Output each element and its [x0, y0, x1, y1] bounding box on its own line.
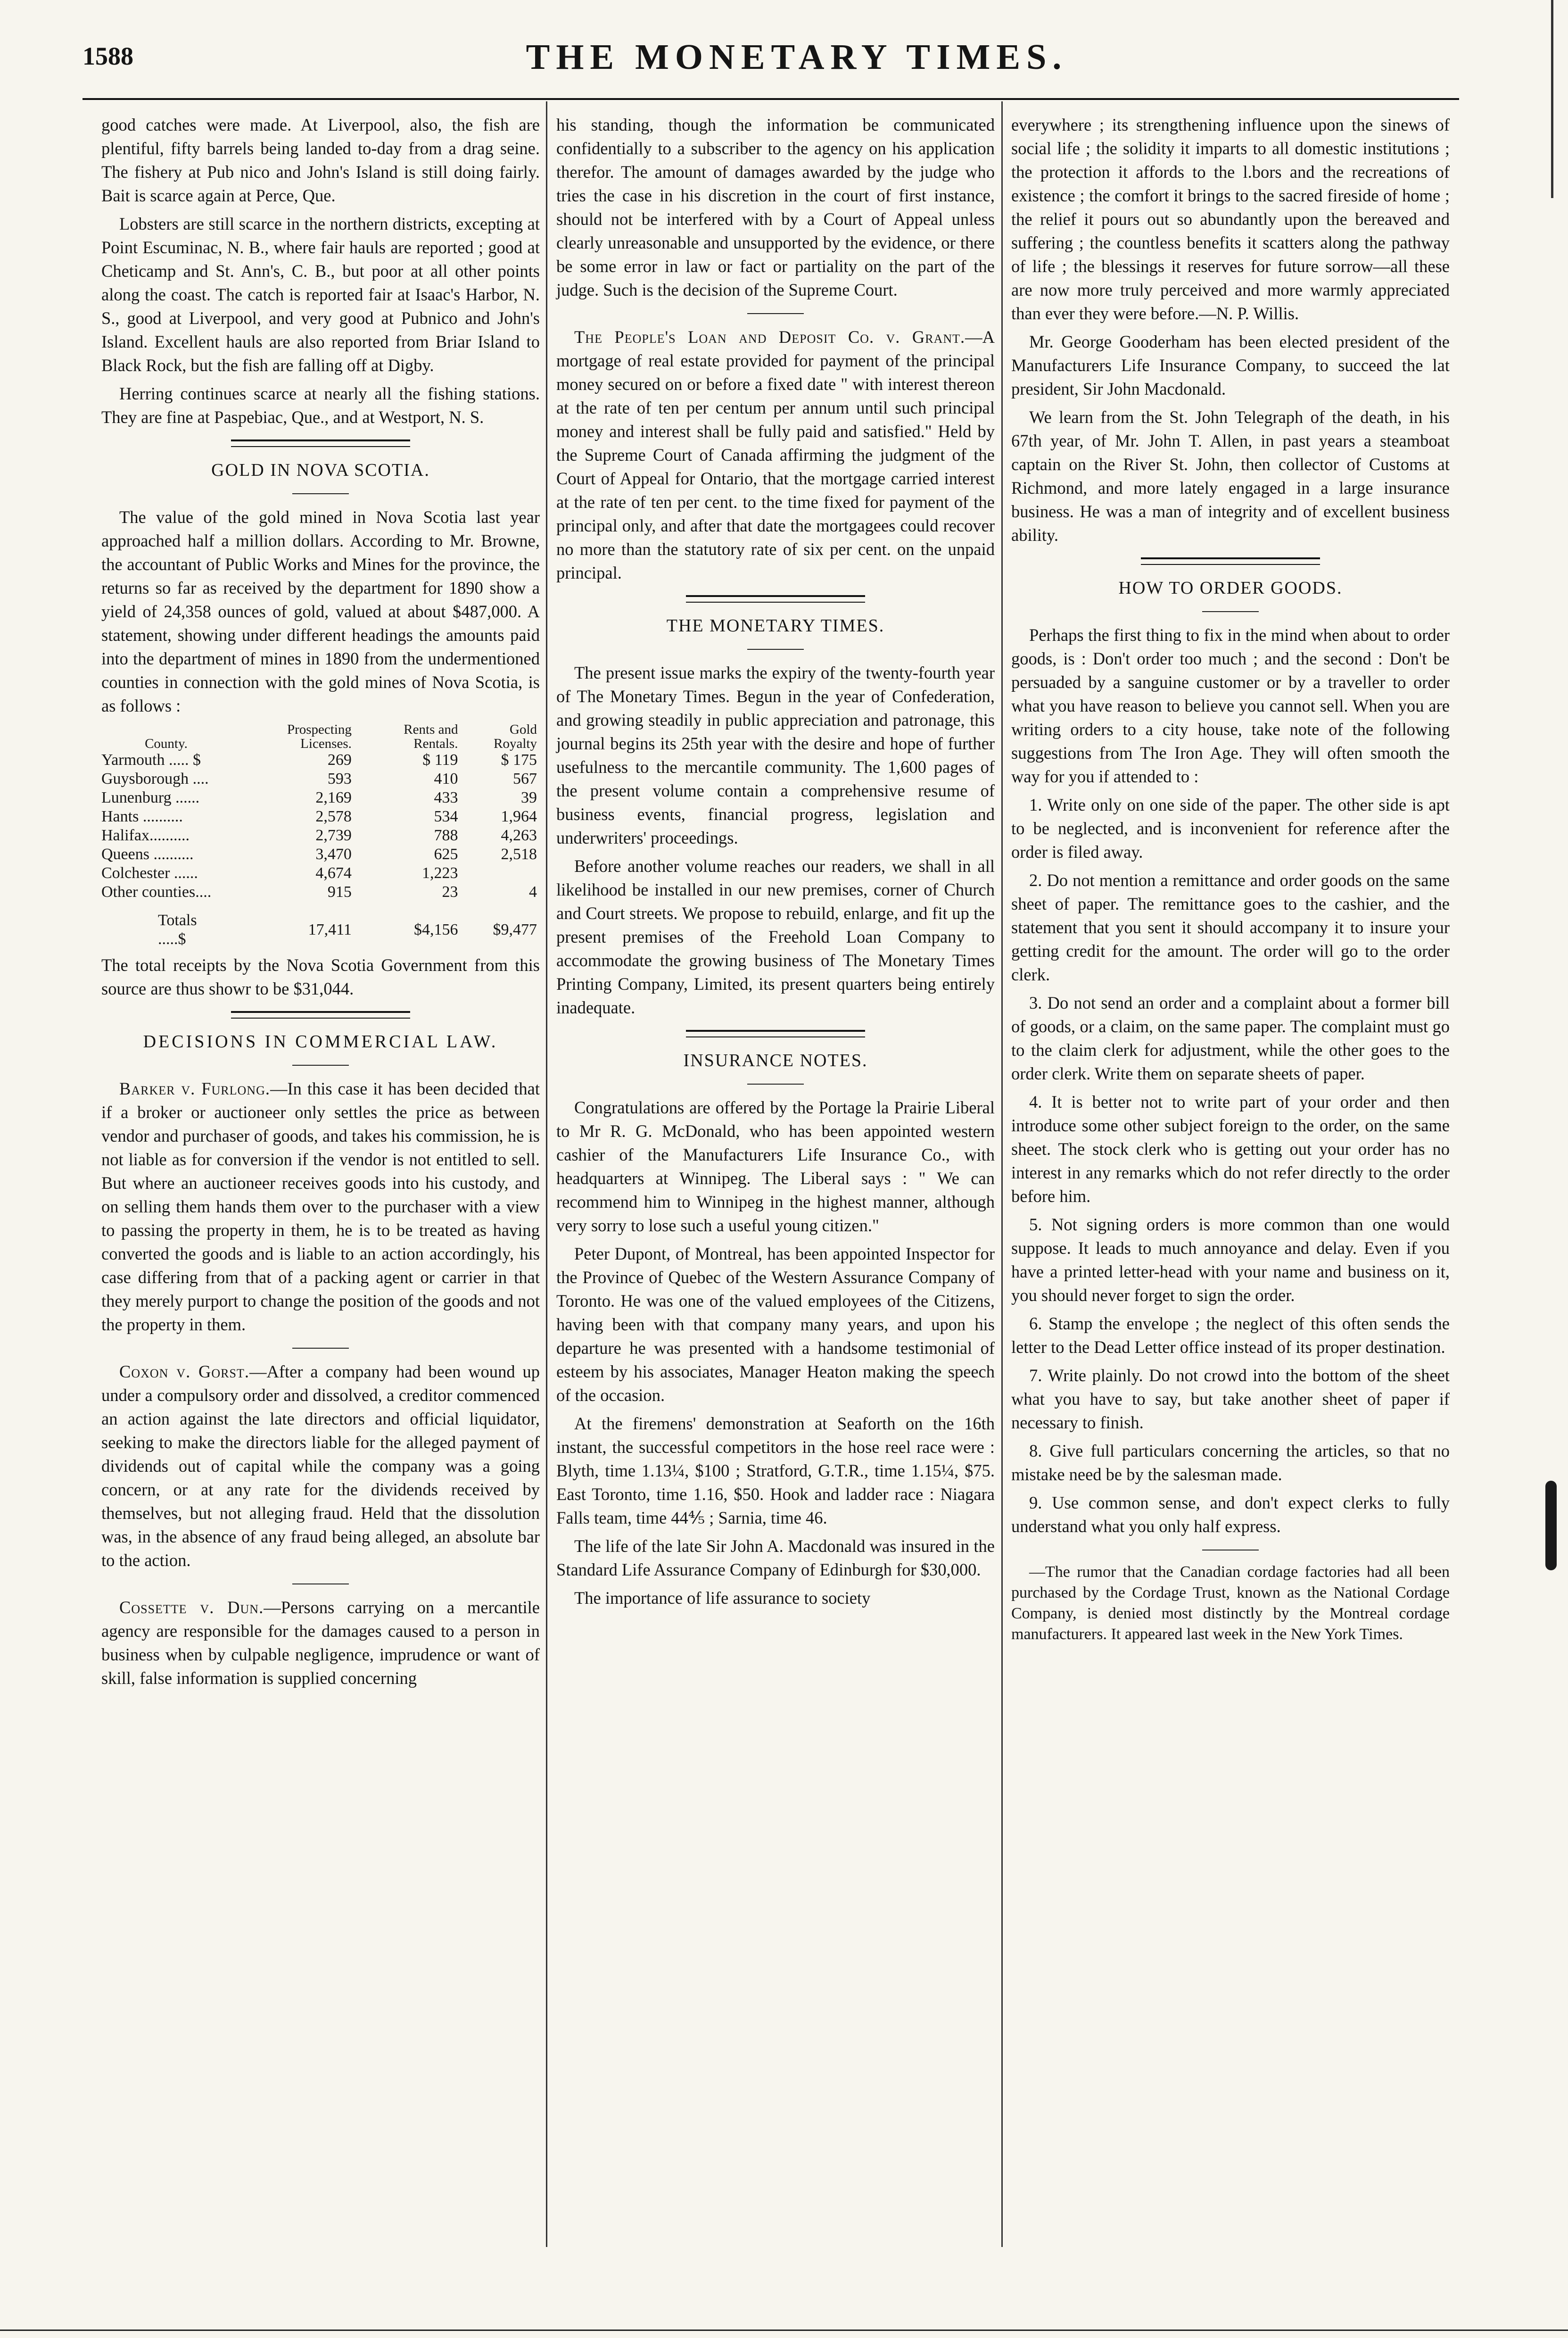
- rule-item: 7. Write plainly. Do not crowd into the bottom of the sheet what you have to say, but take another sheet of paper if necessary to finish.: [1011, 1366, 1450, 1432]
- table-cell: Lunenburg ......: [101, 789, 200, 806]
- section-rule: [231, 439, 410, 447]
- short-rule: [747, 1084, 804, 1085]
- column-divider: [546, 101, 547, 2247]
- article-paragraph: The present issue marks the expiry of the twenty-fourth year of The Monetary Times. Begun in the year of Confederation, and growing steadily in public appreciation and patronage, this journal begins its 25th year with the desire and hope of further usefulness to the mercantile community. The 1,600 pages of the present volume contain a comprehensive resume of business events, financial progress, legislation and underwriters' proceedings.: [556, 663, 995, 847]
- table-cell: 2,739: [315, 827, 352, 844]
- case-text: —In this case it has been decided that if a broker or auctioneer only settles the price as between vendor and purchaser of goods, and takes his commission, he is not liable as for conversion if the vendor is not entitled to sell. But where an auctioneer receives goods into his custody, and on selling them hands them over to the purchaser with a view to passing the property in them, he is to be treated as having converted the goods and is liable to an action accordingly, his case differing from that of a packing agent or carrier in that they merely purport to change the position of the goods and not the property in them.: [101, 1079, 540, 1334]
- table-cell: 593: [327, 770, 352, 788]
- table-total-row: [101, 902, 540, 949]
- table-cell: 39: [521, 789, 537, 806]
- table-cell: Colchester ......: [101, 864, 198, 882]
- table-cell: Guysborough ....: [101, 770, 209, 788]
- table-cell: Totals .....$: [158, 912, 197, 948]
- column-divider: [1001, 101, 1003, 2247]
- table-cell: Halifax..........: [101, 827, 190, 844]
- table-cell: 269: [327, 751, 352, 769]
- header-rule: [83, 98, 1459, 100]
- table-cell: 625: [434, 846, 458, 863]
- article-paragraph: The total receipts by the Nova Scotia Government from this source are thus showr to be $31,044.: [101, 955, 540, 998]
- case-title: Cossette v. Dun.: [119, 1598, 264, 1617]
- section-heading: INSURANCE NOTES.: [683, 1051, 868, 1070]
- table-header: County.: [145, 736, 188, 751]
- table-cell: 433: [434, 789, 458, 806]
- table-cell: 23: [442, 883, 458, 901]
- case-text: —After a company had been wound up under a compulsory order and dissolved, a creditor commenced an action against the late directors and official liquidator, seeking to make the directors liable for the alleged payment of dividends out of capital while the company was a going concern, or at any rate for the dividends received by themselves, but not alleging fraud. Held that the dissolution was, in the absence of any fraud being alleged, an absolute bar to the action.: [101, 1362, 540, 1570]
- table-cell: [461, 864, 540, 883]
- table-cell: $ 119: [422, 751, 458, 769]
- section-heading: THE MONETARY TIMES.: [666, 616, 885, 636]
- table-row: [101, 751, 540, 770]
- article-paragraph: Peter Dupont, of Montreal, has been appointed Inspector for the Province of Quebec of the Western Assurance Company of Toronto. He was one of the valued employees of the Citizens, having been with that company many years, and upon his departure he was presented with a handsome testimonial of esteem by his associates, Manager Heaton making the speech of the occasion.: [556, 1244, 995, 1405]
- table-cell: 534: [434, 808, 458, 825]
- rule-item: 3. Do not send an order and a complaint about a former bill of goods, or a claim, on the same paper. The complaint must go to the claim clerk for adjustment, while the other goes to the order clerk. Write them on separate sheets of paper.: [1011, 993, 1450, 1083]
- short-rule: [1202, 611, 1259, 612]
- column-1: [101, 113, 540, 1695]
- article-paragraph: Perhaps the first thing to fix in the mind when about to order goods, is : Don't order too much ; and the second : Don't be persuaded by a sanguine customer or by a traveller to order what you have reason to believe you cannot sell. When you are writing orders to a city house, take note of the following suggestions from The Iron Age. They will often smooth the way for you if attended to :: [1011, 625, 1450, 786]
- article-paragraph: At the firemens' demonstration at Seaforth on the 16th instant, the successful competitors in the hose reel race were : Blyth, time 1.13¼, $100 ; Stratford, G.T.R., time 1.15¼, $75. East Toronto, time 1.16, $50. Hook and ladder race : Niagara Falls team, time 44⅘ ; Sarnia, time 46.: [556, 1414, 995, 1527]
- article-paragraph: Congratulations are offered by the Portage la Prairie Liberal to Mr R. G. McDonald, who has been appointed western cashier of the Manufacturers Life Insurance Co., with headquarters at Winnipeg. The Liberal says : " We can recommend him to Winnipeg in the highest manner, although very sorry to lose such a useful young citizen.": [556, 1098, 995, 1235]
- table-cell: Yarmouth ..... $: [101, 751, 201, 769]
- article-paragraph: Before another volume reaches our readers, we shall in all likelihood be installed in our new premises, corner of Church and Court streets. We propose to rebuild, enlarge, and fit up the present premises of the Freehold Loan Company to accommodate the growing business of The Monetary Times Printing Company, Limited, its present quarters being entirely inadequate.: [556, 856, 995, 1017]
- short-rule: [292, 1348, 349, 1349]
- table-cell: 2,518: [501, 846, 537, 863]
- section-rule: [1141, 557, 1320, 565]
- table-cell: 410: [434, 770, 458, 788]
- rule-item: 5. Not signing orders is more common than one would suppose. It leads to much annoyance and delay. Even if you have a printed letter-head with your name and business on it, you should never forget to sign the order.: [1011, 1215, 1450, 1305]
- article-paragraph: good catches were made. At Liverpool, also, the fish are plentiful, fifty barrels being landed to-day from a drag seine. The fishery at Pub nico and John's Island is still doing fairly. Bait is scarce again at Perce, Que.: [101, 115, 540, 205]
- article-paragraph: Herring continues scarce at nearly all the fishing stations. They are fine at Paspebiac, Que., and at Westport, N. S.: [101, 384, 540, 427]
- case-text: —A mortgage of real estate provided for payment of the principal money secured on or before a fixed date " with interest thereon at the rate of ten per centum per annum until such principal money and interest shall be fully paid and satisfied." Held by the Supreme Court of Canada affirming the judgment of the Court of Appeal for Ontario, that the mortgage carried interest at the rate of ten per cent. to the time fixed for payment of the principal only, and after that date the mortgagees could recover no more than the statutory rate of six per cent. on the unpaid principal.: [556, 327, 995, 582]
- table-row: [101, 864, 540, 883]
- table-header: Gold Royalty: [494, 722, 537, 751]
- table-header: Prospecting Licenses.: [287, 722, 352, 751]
- case-paragraph: [101, 1596, 540, 1690]
- table-cell: Hants ..........: [101, 808, 183, 825]
- table-cell: 4: [529, 883, 537, 901]
- table-cell: $ 175: [501, 751, 537, 769]
- column-2: [556, 113, 995, 1615]
- table-row: [101, 788, 540, 807]
- table-row: [101, 807, 540, 826]
- article-paragraph: The life of the late Sir John A. Macdonald was insured in the Standard Life Assurance Company of Edinburgh for $30,000.: [556, 1536, 995, 1579]
- short-rule: [292, 1065, 349, 1066]
- section-heading: GOLD IN NOVA SCOTIA.: [211, 460, 430, 480]
- section-heading: DECISIONS IN COMMERCIAL LAW.: [143, 1032, 498, 1052]
- table-cell: $9,477: [493, 921, 537, 938]
- table-cell: Queens ..........: [101, 846, 194, 863]
- table-row: [101, 770, 540, 788]
- table-cell: $4,156: [413, 921, 458, 938]
- table-cell: 567: [513, 770, 537, 788]
- section-rule: [231, 1011, 410, 1019]
- table-row: [101, 845, 540, 864]
- table-cell: Other counties....: [101, 883, 212, 901]
- table-row: [101, 826, 540, 845]
- table-cell: 3,470: [315, 846, 352, 863]
- section-heading: HOW TO ORDER GOODS.: [1118, 578, 1343, 598]
- article-paragraph: Lobsters are still scarce in the northern districts, excepting at Point Escuminac, N. B., where fair hauls are reported ; good at Cheticamp and St. Ann's, C. B., but poor at all other points along the coast. The catch is reported fair at Isaac's Harbor, N. S., good at Liverpool, and very good at Pubnico and John's Island. Excellent hauls are also reported from Briar Island to Black Rock, but the fish are falling off at Digby.: [101, 214, 540, 375]
- article-paragraph: The value of the gold mined in Nova Scotia last year approached half a million dollars. According to Mr. Browne, the accountant of Public Works and Mines for the province, the returns so far as received by the department for 1890 show a yield of 24,358 ounces of gold, valued at about $487,000. A statement, showing under different headings the amounts paid into the department of mines in 1890 from the undermentioned counties in connection with the gold mines of Nova Scotia, is as follows :: [101, 507, 540, 715]
- case-text: —Persons carrying on a mercantile agency are responsible for the damages caused to a person in business when by culpable negligence, imprudence or want of skill, false information is supplied concerning: [101, 1598, 540, 1688]
- table-cell: 17,411: [308, 921, 352, 938]
- table-cell: 2,169: [315, 789, 352, 806]
- table-cell: 1,223: [421, 864, 458, 882]
- rule-item: 6. Stamp the envelope ; the neglect of this often sends the letter to the Dead Letter office instead of its proper destination.: [1011, 1314, 1450, 1357]
- case-title: The People's Loan and Deposit Co. v. Grant.: [574, 327, 966, 347]
- article-paragraph: The importance of life assurance to society: [574, 1588, 871, 1608]
- section-rule: [686, 1030, 865, 1037]
- article-paragraph: We learn from the St. John Telegraph of the death, in his 67th year, of Mr. John T. Allen, in past years a steamboat captain on the River St. John, then collector of Customs at Richmond, and more lately engaged in a large insurance business. He was a man of integrity and of excellent business ability.: [1011, 407, 1450, 545]
- short-rule: [292, 493, 349, 494]
- case-paragraph: [556, 325, 995, 585]
- table-header: Rents and Rentals.: [404, 722, 458, 751]
- table-cell: 4,674: [315, 864, 352, 882]
- short-rule: [747, 313, 804, 314]
- case-title: Coxon v. Gorst.: [119, 1362, 249, 1381]
- rule-item: 2. Do not mention a remittance and order goods on the same sheet of paper. The remittance goes to the cashier, and the statement that you sent it should accompany it to insure your getting credit for the amount. The order will go to the order clerk.: [1011, 871, 1450, 984]
- article-paragraph: —The rumor that the Canadian cordage factories had all been purchased by the Cordage Trust, known as the National Cordage Company, is denied most distinctly by the Montreal cordage manufacturers. It appeared last week in the New York Times.: [1011, 1563, 1450, 1643]
- table-cell: 915: [327, 883, 352, 901]
- short-rule: [747, 649, 804, 650]
- table-cell: 788: [434, 827, 458, 844]
- rule-item: 1. Write only on one side of the paper. The other side is apt to be neglected, and is inconvenient for reference after the order is filed away.: [1011, 795, 1450, 862]
- bottom-edge: [0, 2330, 1568, 2331]
- article-paragraph: Mr. George Gooderham has been elected president of the Manufacturers Life Insurance Company, to succeed the lat president, Sir John Macdonald.: [1011, 332, 1450, 398]
- table-row: [101, 883, 540, 902]
- section-rule: [686, 595, 865, 603]
- page-number: 1588: [83, 42, 133, 70]
- case-paragraph: [101, 1077, 540, 1336]
- case-paragraph: [101, 1360, 540, 1572]
- edge-mark: [1545, 1481, 1557, 1570]
- table-cell: 2,578: [315, 808, 352, 825]
- column-3: [1011, 113, 1450, 1650]
- rule-item: 9. Use common sense, and don't expect clerks to fully understand what you only half express.: [1011, 1493, 1450, 1536]
- rule-item: 8. Give full particulars concerning the articles, so that no mistake need be by the salesman made.: [1011, 1441, 1450, 1484]
- article-paragraph: his standing, though the information be communicated confidentially to a subscriber to the agency on his application therefor. The amount of damages awarded by the judge who tries the case in his discretion in the court of first instance, should not be interfered with by a Court of Appeal unless clearly unreasonable and unsupported by the evidence, or there be some error in law or fact or partiality on the part of the judge. Such is the decision of the Supreme Court.: [556, 115, 995, 299]
- article-paragraph: everywhere ; its strengthening influence upon the sinews of social life ; the solidity it imparts to all domestic institutions ; the protection it affords to the l.bors and the recreations of existence ; the comfort it brings to the sacred fireside of home ; the relief it pours out so abundantly upon the bereaved and suffering ; the countless benefits it scatters along the pathway of life ; the blessings it reserves for future sorrow—all these are now more truly perceived and more warmly appreciated than ever they were before.—N. P. Willis.: [1011, 115, 1450, 323]
- table-cell: 1,964: [501, 808, 537, 825]
- masthead-title: THE MONETARY TIMES.: [526, 37, 1068, 77]
- gold-table: [101, 722, 540, 949]
- case-title: Barker v. Furlong.: [119, 1079, 270, 1098]
- edge-mark: [1551, 0, 1553, 198]
- rule-item: 4. It is better not to write part of your order and then introduce some other subject foreign to the order, on the same sheet. The stock clerk who is getting out your order has no interest in any remarks which do not refer directly to the order before him.: [1011, 1092, 1450, 1206]
- table-cell: 4,263: [501, 827, 537, 844]
